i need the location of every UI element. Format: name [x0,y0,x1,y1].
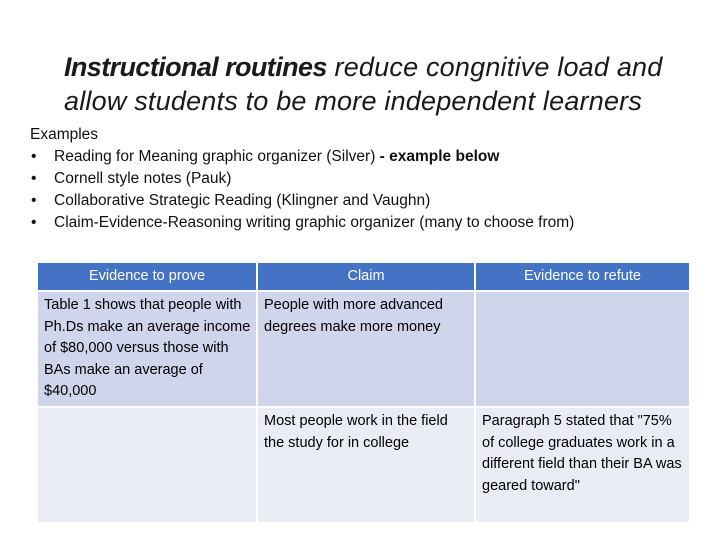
example-text: Reading for Meaning graphic organizer (Silver) [54,148,380,165]
examples-list [30,146,710,234]
example-item [30,212,710,234]
slide-title [64,50,714,118]
table-cell [476,292,689,406]
header-evidence-to-refute: Evidence to refute [476,263,689,290]
table-cell [38,408,256,522]
example-text: Cornell style notes (Pauk) [54,170,232,187]
table-row [38,292,689,406]
example-bold-note: - example below [379,148,500,165]
example-item [30,146,710,168]
table-cell: Paragraph 5 stated that "75% of college graduates work in a different field than their BA was geared toward" [476,408,689,522]
claim-evidence-table [36,261,691,524]
title-rest: reduce congnitive load and allow students to be more independent learners [64,52,663,116]
example-text: Claim-Evidence-Reasoning writing graphic organizer (many to choose from) [54,214,575,231]
table-cell: People with more advanced degrees make more money [258,292,474,406]
table-row [38,408,689,522]
header-claim: Claim [258,263,474,290]
examples-heading: Examples [30,126,99,143]
title-emphasis: Instructional routines [64,52,327,82]
bullet-icon: • [31,170,37,187]
bullet-icon: • [31,214,37,231]
header-evidence-to-prove: Evidence to prove [38,263,256,290]
table-cell: Table 1 shows that people with Ph.Ds make an average income of $80,000 versus those with BAs make an average of $40,000 [38,292,256,406]
examples-section [30,124,710,234]
example-item [30,190,710,212]
bullet-icon: • [31,148,37,165]
example-item [30,168,710,190]
bullet-icon: • [31,192,37,209]
table-cell: Most people work in the field the study for in college [258,408,474,522]
example-text: Collaborative Strategic Reading (Klingner and Vaughn) [54,192,431,209]
table-header-row [38,263,689,290]
